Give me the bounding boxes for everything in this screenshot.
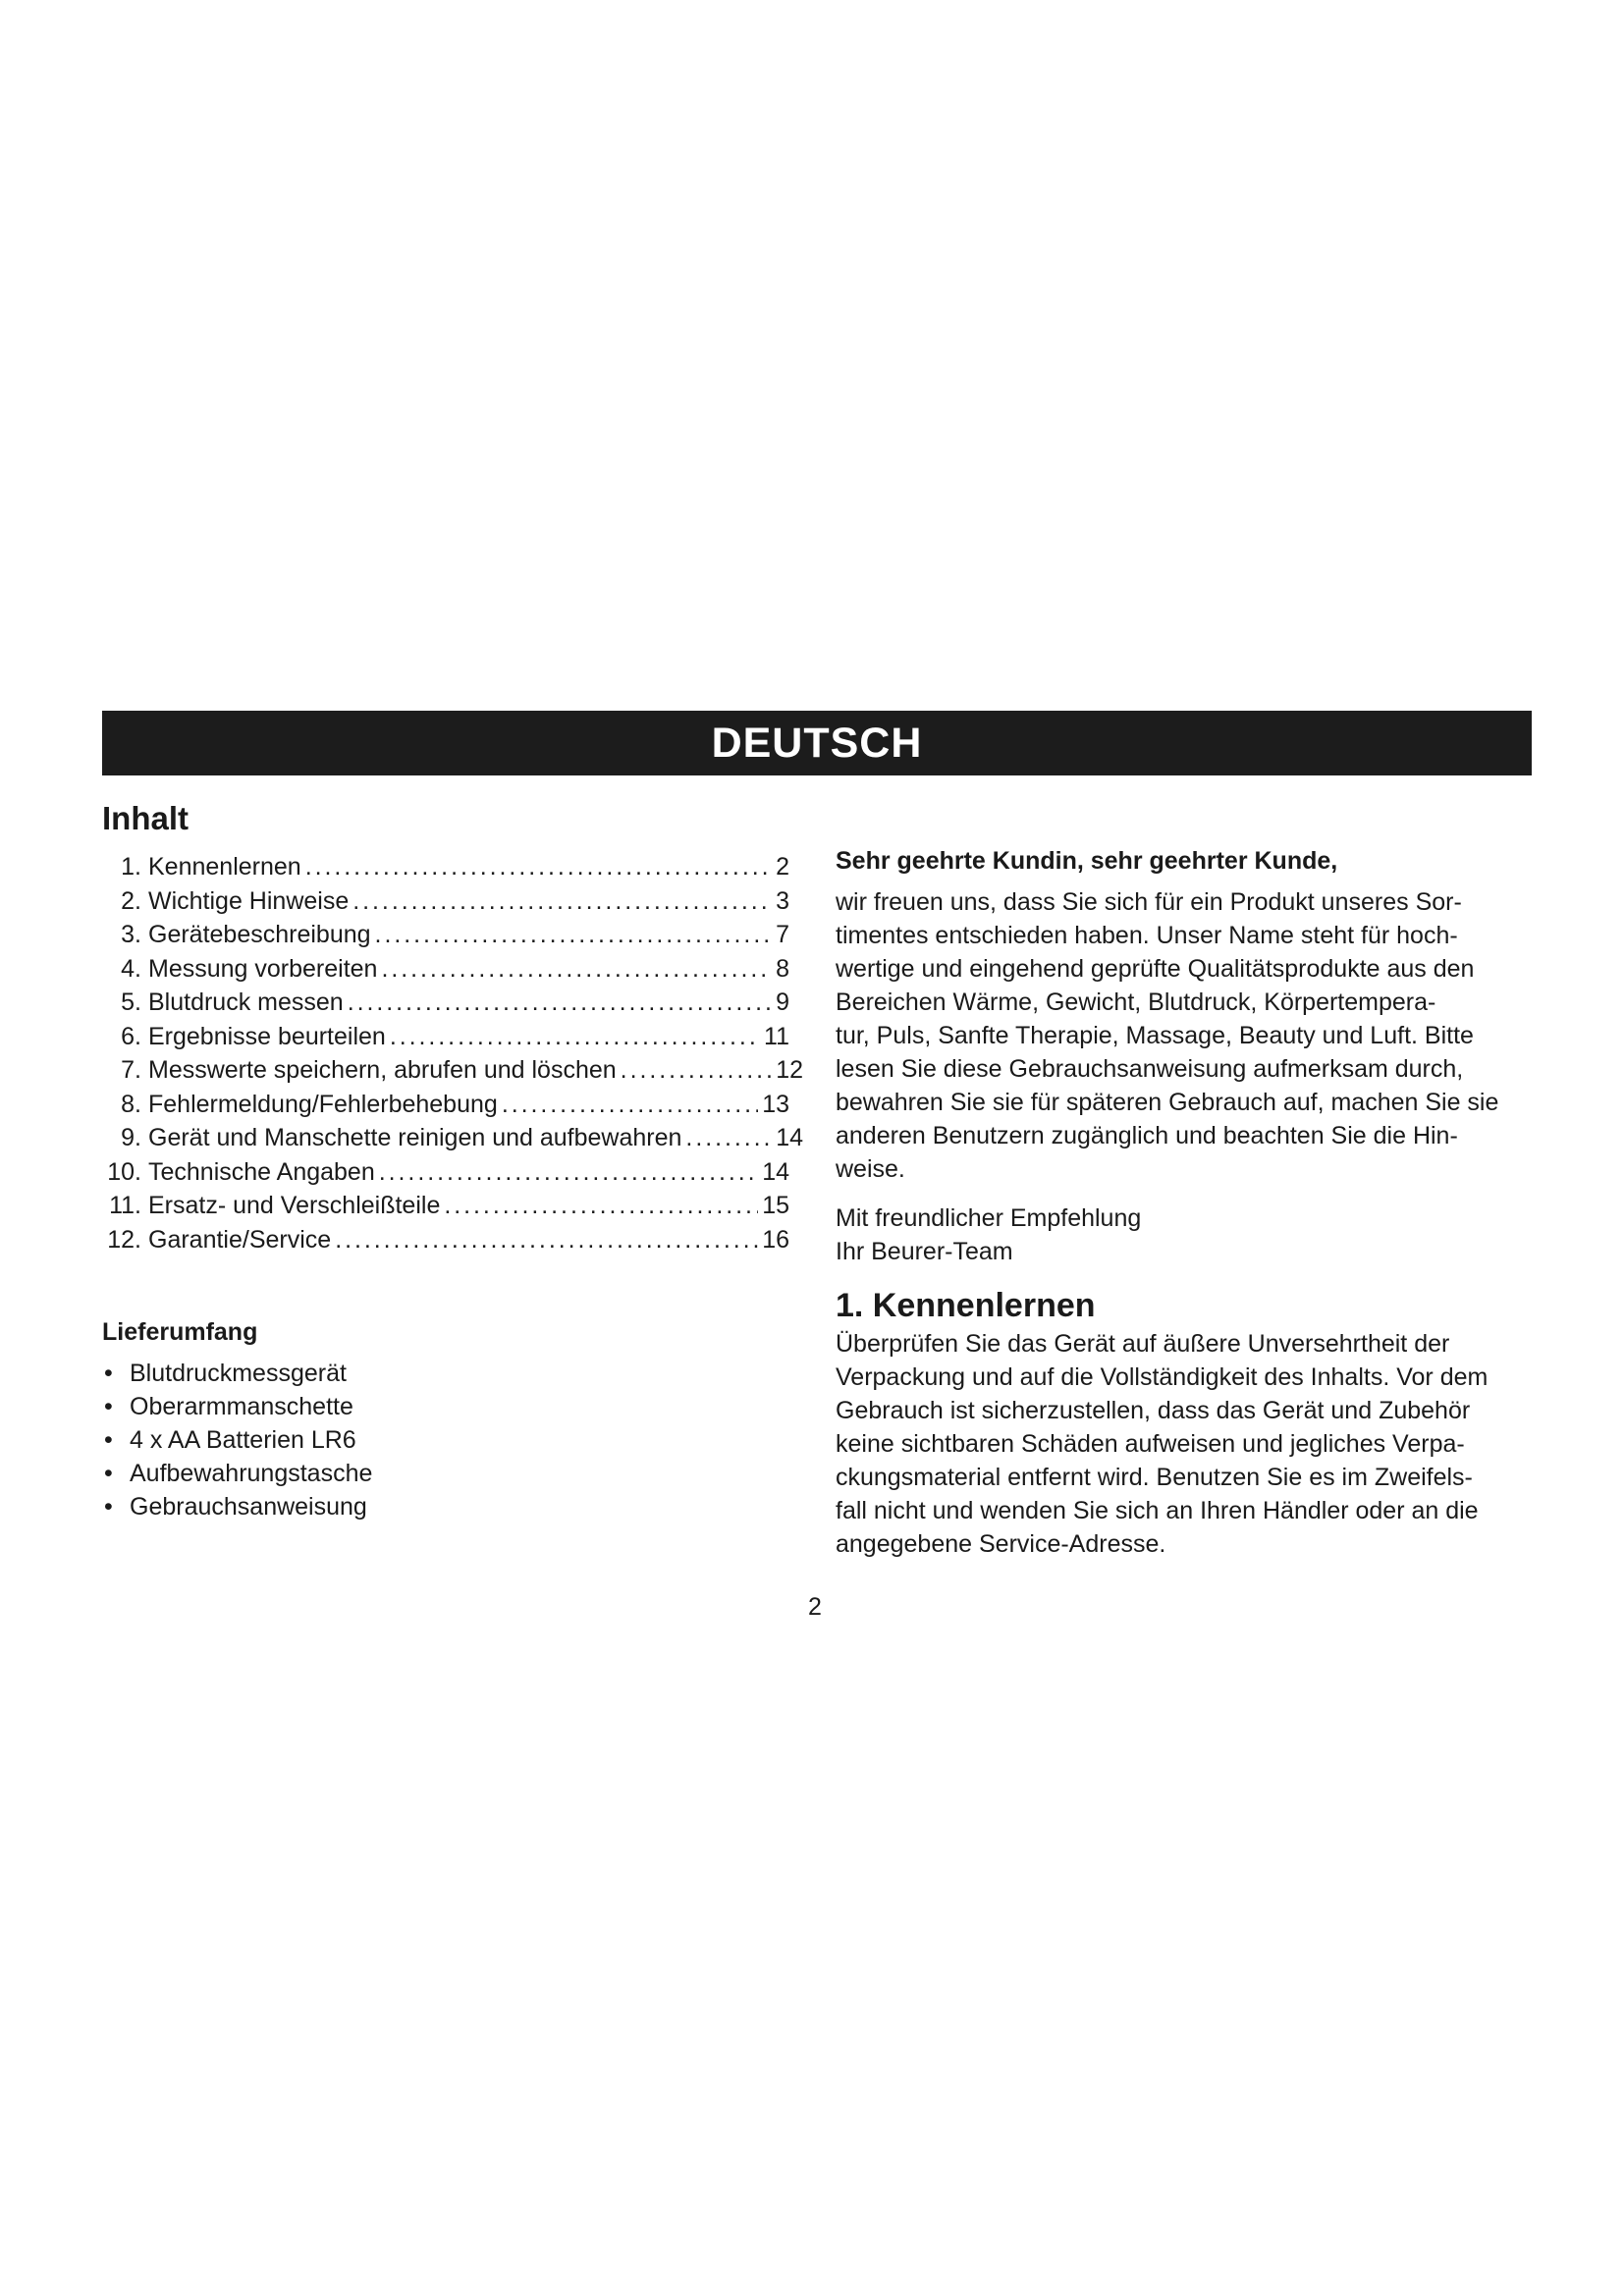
toc-item-page: 14 <box>762 1157 789 1186</box>
section-line: fall nicht und wenden Sie sich an Ihren Händler oder an die <box>836 1497 1479 1524</box>
toc-item[interactable] <box>102 1155 789 1190</box>
toc-leader-dots <box>621 1053 773 1088</box>
intro-line: timentes entschieden haben. Unser Name steht für hoch- <box>836 922 1458 949</box>
language-banner: DEUTSCH <box>102 711 1532 775</box>
intro-line: tur, Puls, Sanfte Therapie, Massage, Beauty und Luft. Bitte <box>836 1022 1474 1049</box>
intro-line: bewahren Sie sie für späteren Gebrauch auf, machen Sie sie <box>836 1089 1499 1116</box>
toc-item-number: 9. <box>121 1124 141 1151</box>
toc-item-title: Ersatz- und Verschleißteile <box>148 1192 441 1219</box>
toc-item-title: Gerät und Manschette reinigen und aufbewahren <box>148 1124 682 1151</box>
toc-item-title: Blutdruck messen <box>148 988 344 1016</box>
toc-leader-dots <box>685 1121 772 1155</box>
bullet-icon: • <box>104 1426 113 1454</box>
list-item-text: Blutdruckmessgerät <box>130 1360 347 1387</box>
left-column <box>102 797 809 1521</box>
section-heading-kennenlernen: 1. Kennenlernen <box>836 1287 1096 1324</box>
toc-item[interactable] <box>102 1088 789 1122</box>
toc-item-number: 2. <box>121 886 141 915</box>
toc-item-title: Garantie/Service <box>148 1225 332 1254</box>
toc-item-page: 13 <box>762 1090 789 1118</box>
toc-item-title: Kennenlernen <box>148 853 301 881</box>
toc-item-number: 7. <box>121 1056 141 1084</box>
toc-item-number: 11. <box>109 1192 141 1219</box>
toc-item-title: Wichtige Hinweise <box>148 886 350 915</box>
toc-item-page: 8 <box>776 954 789 983</box>
toc-item[interactable] <box>102 918 789 952</box>
toc-item-title: Gerätebeschreibung <box>148 921 371 948</box>
toc-item-page: 15 <box>762 1192 789 1219</box>
toc-item-title: Messwerte speichern, abrufen und löschen <box>148 1056 617 1084</box>
toc-leader-dots <box>444 1189 758 1223</box>
bullet-icon: • <box>104 1393 113 1420</box>
section-line: Gebrauch ist sicherzustellen, dass das Gerät und Zubehör <box>836 1397 1471 1424</box>
toc-leader-dots <box>352 884 772 919</box>
list-item <box>102 1423 372 1457</box>
section-line: ckungsmaterial entfernt wird. Benutzen Sie es im Zweifels- <box>836 1464 1473 1491</box>
table-of-contents <box>102 850 809 1256</box>
toc-item[interactable] <box>102 850 789 884</box>
list-item <box>102 1490 372 1523</box>
section-line: keine sichtbaren Schäden aufweisen und jegliches Verpa- <box>836 1430 1465 1458</box>
delivery-heading: Lieferumfang <box>102 1318 258 1346</box>
list-item <box>102 1357 372 1390</box>
page-number: 2 <box>808 1593 822 1621</box>
toc-leader-dots <box>379 1155 758 1190</box>
toc-item-page: 14 <box>776 1124 803 1151</box>
spacer <box>836 1268 1535 1284</box>
toc-leader-dots <box>305 850 772 884</box>
toc-leader-dots <box>375 918 773 952</box>
toc-item-title: Technische Angaben <box>148 1157 375 1186</box>
signature-line: Ihr Beurer-Team <box>836 1238 1013 1265</box>
toc-item-page: 2 <box>776 853 789 881</box>
list-item-text: 4 x AA Batterien LR6 <box>130 1426 356 1454</box>
intro-line: anderen Benutzern zugänglich und beachten Sie die Hin- <box>836 1122 1458 1149</box>
section-line: Verpackung und auf die Vollständigkeit des Inhalts. Vor dem <box>836 1363 1489 1391</box>
toc-item-title: Fehlermeldung/Fehlerbehebung <box>148 1090 498 1118</box>
toc-item[interactable] <box>102 1020 789 1054</box>
intro-line: lesen Sie diese Gebrauchsanweisung aufmerksam durch, <box>836 1055 1464 1083</box>
toc-item-number: 6. <box>121 1022 141 1050</box>
toc-leader-dots <box>390 1020 760 1054</box>
list-item-text: Oberarmmanschette <box>130 1393 353 1420</box>
toc-item-number: 1. <box>121 853 141 881</box>
closing-line: Mit freundlicher Empfehlung <box>836 1204 1142 1232</box>
toc-leader-dots <box>335 1223 758 1257</box>
toc-leader-dots <box>381 952 772 987</box>
toc-item-page: 12 <box>776 1056 803 1084</box>
toc-item-number: 8. <box>121 1090 141 1118</box>
toc-leader-dots <box>348 986 772 1020</box>
bullet-icon: • <box>104 1493 113 1521</box>
toc-item[interactable] <box>102 1053 803 1088</box>
toc-item[interactable] <box>102 884 789 919</box>
bullet-icon: • <box>104 1460 113 1487</box>
toc-item-title: Messung vorbereiten <box>148 954 378 983</box>
toc-item-number: 3. <box>121 921 141 948</box>
list-item-text: Gebrauchsanweisung <box>130 1493 367 1521</box>
toc-item-page: 9 <box>776 988 789 1016</box>
intro-line: wir freuen uns, dass Sie sich für ein Produkt unseres Sor- <box>836 888 1462 916</box>
toc-item[interactable] <box>102 952 789 987</box>
intro-line: Bereichen Wärme, Gewicht, Blutdruck, Körpertempera- <box>836 988 1436 1016</box>
intro-line: wertige und eingehend geprüfte Qualitätsprodukte aus den <box>836 955 1475 983</box>
list-item <box>102 1390 372 1423</box>
toc-item[interactable] <box>102 1189 789 1223</box>
toc-item-page: 3 <box>776 886 789 915</box>
toc-item-number: 10. <box>107 1157 141 1186</box>
toc-item[interactable] <box>102 1121 803 1155</box>
spacer <box>836 1186 1535 1201</box>
toc-item-page: 7 <box>776 921 789 948</box>
toc-item-title: Ergebnisse beurteilen <box>148 1022 386 1050</box>
toc-item[interactable] <box>102 1223 789 1257</box>
toc-heading: Inhalt <box>102 800 189 836</box>
right-column <box>836 844 1535 1561</box>
toc-item-number: 5. <box>121 988 141 1016</box>
delivery-list <box>102 1357 372 1523</box>
toc-item-number: 4. <box>121 954 141 983</box>
intro-line: weise. <box>836 1155 905 1183</box>
toc-item-page: 11 <box>764 1022 789 1050</box>
list-item <box>102 1457 372 1490</box>
greeting: Sehr geehrte Kundin, sehr geehrter Kunde, <box>836 847 1338 875</box>
toc-item[interactable] <box>102 986 789 1020</box>
toc-leader-dots <box>502 1088 758 1122</box>
list-item-text: Aufbewahrungstasche <box>130 1460 373 1487</box>
toc-item-number: 12. <box>107 1225 141 1254</box>
bullet-icon: • <box>104 1360 113 1387</box>
section-line: angegebene Service-Adresse. <box>836 1530 1166 1558</box>
toc-item-page: 16 <box>762 1225 789 1254</box>
section-line: Überprüfen Sie das Gerät auf äußere Unversehrtheit der <box>836 1330 1450 1358</box>
